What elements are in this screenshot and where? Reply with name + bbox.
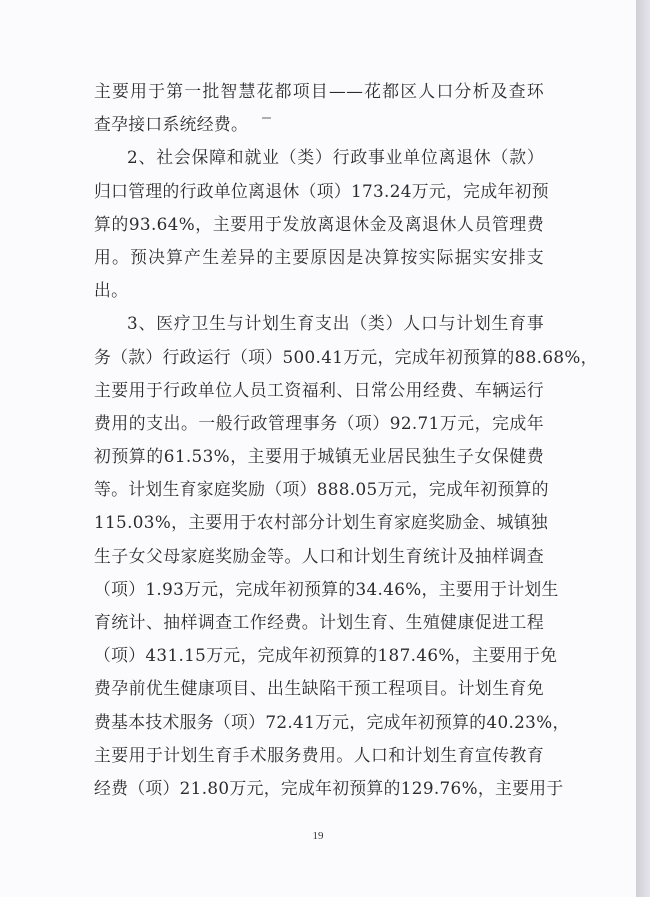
body-line: 费孕前优生健康项目、出生缺陷干预工程项目。计划生育免 (94, 678, 544, 699)
body-line: 初预算的61.53%，主要用于城镇无业居民独生子女保健费 (94, 446, 544, 467)
body-line: 费基本技术服务（项）72.41万元，完成年初预算的40.23%， (94, 711, 570, 732)
body-line: 生子女父母家庭奖励金等。人口和计划生育统计及抽样调查 (94, 545, 544, 566)
body-line: 主要用于计划生育手术服务费用。人口和计划生育宣传教育 (94, 744, 544, 765)
body-line: 主要用于行政单位人员工资福利、日常公用经费、车辆运行 (94, 379, 544, 400)
body-line: 经费（项）21.80万元，完成年初预算的129.76%，主要用于 (94, 777, 564, 798)
body-line: 归口管理的行政单位离退休（项）173.24万元，完成年初预 (94, 180, 549, 201)
body-line: 用。预决算产生差异的主要原因是决算按实际据实安排支 (94, 246, 544, 267)
body-line: 主要用于第一批智慧花都项目——花都区人口分析及查环 (94, 81, 544, 101)
body-line: 务（款）行政运行（项）500.41万元，完成年初预算的88.68%， (94, 346, 598, 367)
page-edge-shadow (636, 0, 650, 897)
body-line: 费用的支出。一般行政管理事务（项）92.71万元，完成年 (94, 412, 544, 433)
body-line: 等。计划生育家庭奖励（项）888.05万元，完成年初预算的 (94, 479, 549, 500)
body-line: 算的93.64%，主要用于发放离退休金及离退休人员管理费 (94, 213, 544, 234)
body-line: 115.03%，主要用于农村部分计划生育家庭奖励金、城镇独 (94, 512, 549, 533)
body-line: 查孕接口系统经费。 (94, 114, 249, 135)
document-body (94, 75, 598, 805)
body-line: （项）1.93万元，完成年初预算的34.46%，主要用于计划生 (94, 578, 559, 599)
body-line: 出。 (94, 280, 129, 301)
paragraph-start-line: 2、社会保障和就业（类）行政事业单位离退休（款） (127, 147, 544, 168)
page-number: 19 (312, 830, 324, 842)
paragraph-start-line: 3、医疗卫生与计划生育支出（类）人口与计划生育事 (127, 313, 544, 334)
body-line: （项）431.15万元，完成年初预算的187.46%，主要用于免 (94, 645, 558, 666)
body-line: 育统计、抽样调查工作经费。计划生育、生殖健康促进工程 (94, 612, 544, 632)
